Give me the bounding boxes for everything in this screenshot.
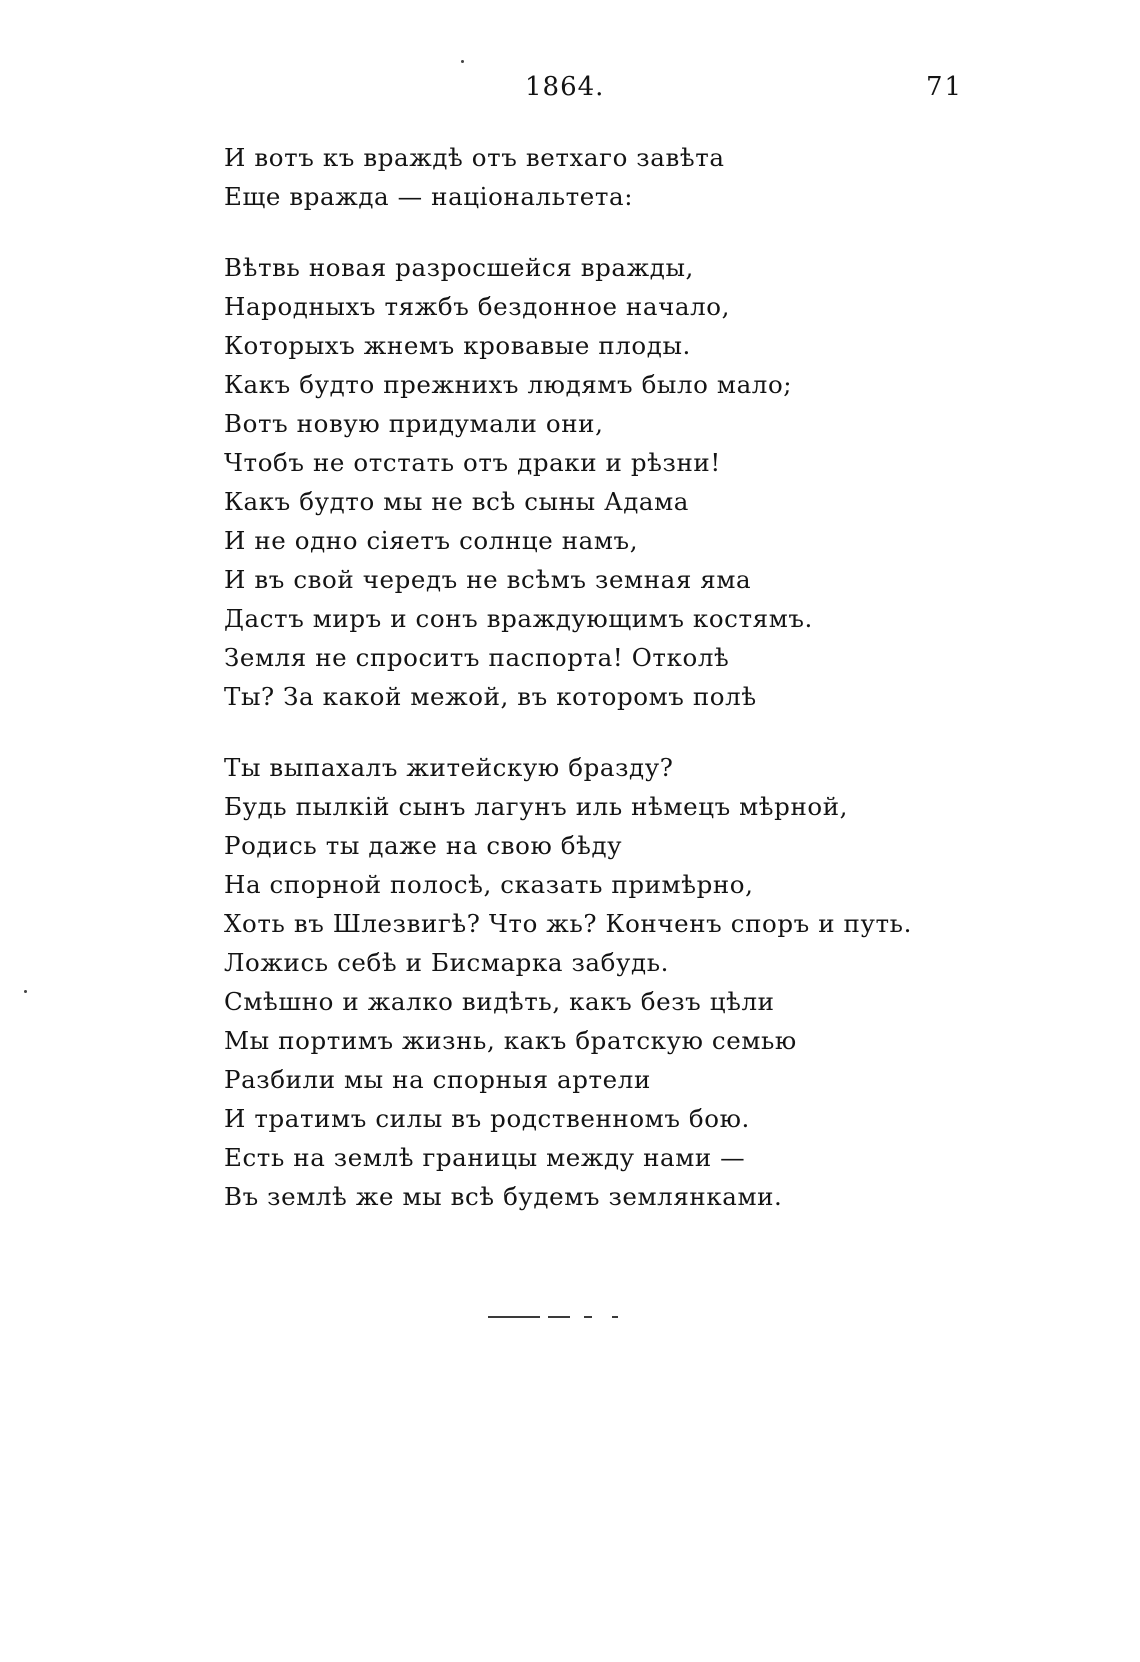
poem-body xyxy=(224,138,1044,1216)
poem-line: Хоть въ Шлезвигѣ? Что жь? Конченъ споръ и путь. xyxy=(224,909,912,938)
poem-line: Ты выпахалъ житейскую бразду? xyxy=(224,753,674,782)
poem-line: Вѣтвь новая разросшейся вражды, xyxy=(224,253,694,282)
poem-line: И не одно сіяетъ солнце намъ, xyxy=(224,526,639,555)
poem-line: И въ свой чередъ не всѣмъ земная яма xyxy=(224,565,752,594)
poem-line: Еще вражда — національтета: xyxy=(224,182,634,211)
poem-line: Ты? За какой межой, въ которомъ полѣ xyxy=(224,682,757,711)
poem-line: И тратимъ силы въ родственномъ бою. xyxy=(224,1104,750,1133)
page-number: 71 xyxy=(926,72,964,102)
running-head xyxy=(0,72,1140,112)
poem-line: Какъ будто прежнихъ людямъ было мало; xyxy=(224,370,793,399)
print-speck xyxy=(24,990,27,993)
poem-line: И вотъ къ враждѣ отъ ветхаго завѣта xyxy=(224,143,725,172)
poem-line: Чтобъ не отстать отъ драки и рѣзни! xyxy=(224,448,721,477)
poem-line: Въ землѣ же мы всѣ будемъ землянками. xyxy=(224,1182,783,1211)
poem-line: Которыхъ жнемъ кровавые плоды. xyxy=(224,331,691,360)
poem-line: Ложись себѣ и Бисмарка забудь. xyxy=(224,948,670,977)
poem-line: Народныхъ тяжбъ бездонное начало, xyxy=(224,292,730,321)
end-ornament-rule xyxy=(488,1316,626,1320)
poem-line: На спорной полосѣ, сказать примѣрно, xyxy=(224,870,754,899)
stanza xyxy=(224,248,1044,716)
poem-line: Разбили мы на спорныя артели xyxy=(224,1065,651,1094)
stanza xyxy=(224,138,1044,216)
print-speck xyxy=(461,60,464,63)
poem-line: Смѣшно и жалко видѣть, какъ безъ цѣли xyxy=(224,987,775,1016)
poem-line: Есть на землѣ границы между нами — xyxy=(224,1143,746,1172)
poem-line: Будь пылкій сынъ лагунъ иль нѣмецъ мѣрной, xyxy=(224,792,849,821)
poem-line: Дастъ миръ и сонъ враждующимъ костямъ. xyxy=(224,604,813,633)
poem-line: Мы портимъ жизнь, какъ братскую семью xyxy=(224,1026,797,1055)
poem-line: Родись ты даже на свою бѣду xyxy=(224,831,623,860)
poem-line: Земля не спроситъ паспорта! Отколѣ xyxy=(224,643,730,672)
poem-line: Какъ будто мы не всѣ сыны Адама xyxy=(224,487,689,516)
poem-line: Вотъ новую придумали они, xyxy=(224,409,604,438)
stanza xyxy=(224,748,1044,1216)
running-head-year: 1864. xyxy=(525,72,605,102)
